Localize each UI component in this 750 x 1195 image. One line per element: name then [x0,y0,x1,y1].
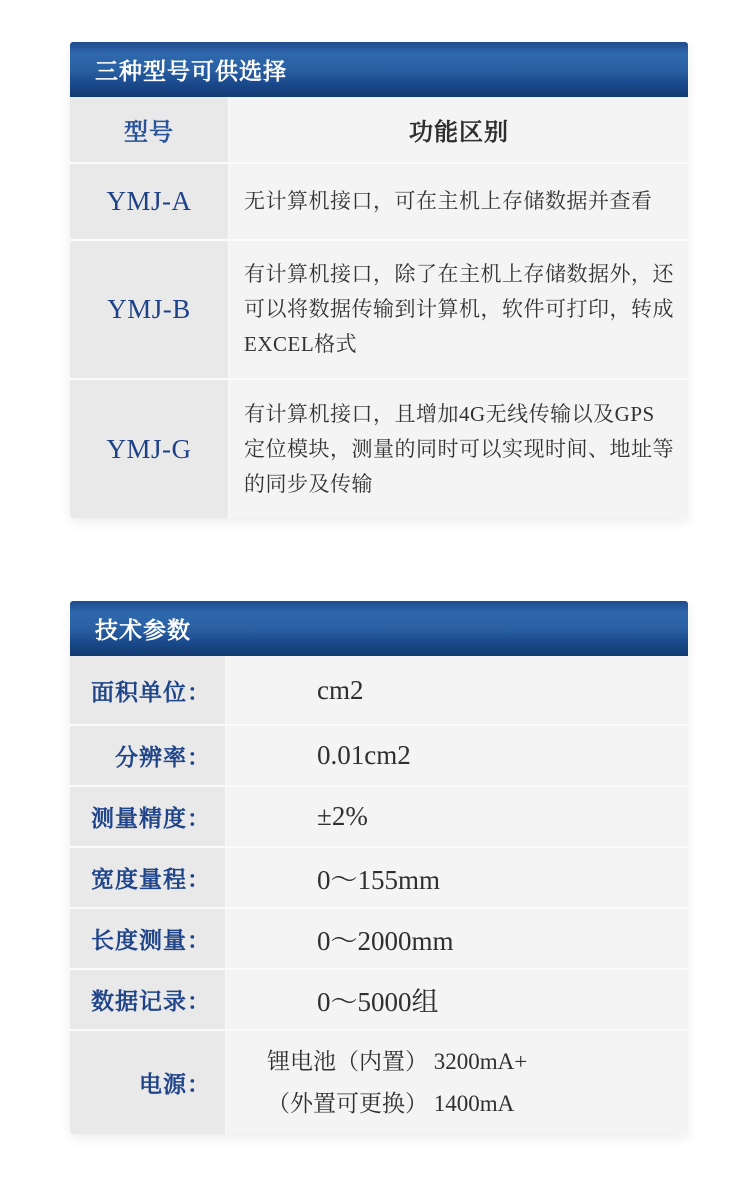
spec-value: 0～2000mm [227,909,688,968]
spec-label: 测量精度： [70,787,227,846]
spec-row [70,785,688,846]
column-header-model: 型号 [70,97,230,162]
spec-value: ±2% [227,787,688,846]
spec-row [70,656,688,724]
models-table-title: 三种型号可供选择 [95,59,287,84]
spec-row [70,1029,688,1134]
spec-value-line: 锂电池（内置） 3200mA+ [267,1048,528,1074]
model-name-cell: YMJ-B [70,241,230,378]
spec-label: 长度测量： [70,909,227,968]
model-name-cell: YMJ-A [70,164,230,239]
specs-table-title: 技术参数 [95,618,191,643]
column-header-feature: 功能区别 [230,97,688,162]
spec-value: 0～5000组 [227,970,688,1029]
spec-row [70,907,688,968]
spec-row [70,846,688,907]
model-feature-cell: 有计算机接口，除了在主机上存储数据外，还可以将数据传输到计算机，软件可打印，转成EXCEL格式 [244,262,674,356]
spec-value: cm2 [227,656,688,724]
table-row [70,162,688,239]
spec-label: 宽度量程： [70,848,227,907]
spec-row [70,968,688,1029]
specs-table [70,601,688,1134]
spec-value: 0～155mm [227,848,688,907]
table-row [70,378,688,518]
table-row [70,239,688,378]
spec-value-line: （外置可更换） 1400mA [267,1090,515,1116]
models-table [70,42,688,518]
spec-value [227,1031,688,1134]
specs-table-header [70,601,688,656]
spec-row [70,724,688,785]
spec-label: 数据记录： [70,970,227,1029]
model-feature-cell: 有计算机接口，且增加4G无线传输以及GPS定位模块，测量的同时可以实现时间、地址等的同步及传输 [244,401,674,496]
models-column-header-row [70,97,688,162]
model-feature-cell: 无计算机接口，可在主机上存储数据并查看 [244,189,653,213]
spec-value: 0.01cm2 [227,726,688,785]
spec-label: 电源： [70,1031,227,1134]
spec-label: 分辨率： [70,726,227,785]
model-name-cell: YMJ-G [70,380,230,518]
models-table-header [70,42,688,97]
spec-label: 面积单位： [70,656,227,724]
